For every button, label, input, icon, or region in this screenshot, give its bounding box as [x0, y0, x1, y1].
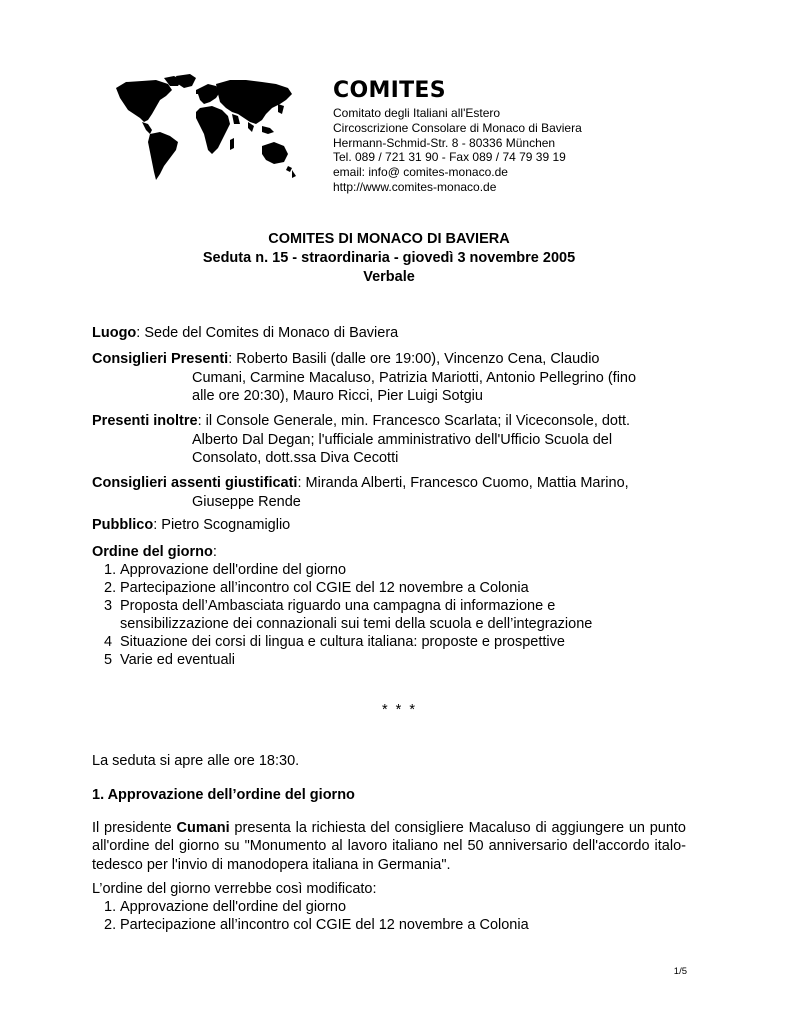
assenti-label: Consiglieri assenti giustificati	[92, 475, 298, 491]
modified-agenda-intro: L’ordine del giorno verrebbe così modificato:	[92, 881, 377, 897]
world-map-icon	[112, 74, 298, 186]
field-assenti	[92, 474, 686, 511]
pubblico-label: Pubblico	[92, 517, 154, 533]
assenti-line-1: : Miranda Alberti, Francesco Cuomo, Mattia Marino,	[297, 475, 629, 491]
modified-agenda-item	[104, 916, 686, 934]
inoltre-line-3: Consolato, dott.ssa Diva Cecotti	[192, 450, 399, 467]
agenda-item	[104, 561, 686, 579]
field-presenti	[92, 350, 686, 406]
presenti-line-2: Cumani, Carmine Macaluso, Patrizia Mariotti, Antonio Pellegrino (fino	[192, 369, 637, 386]
agenda-item-number: 2.	[104, 580, 117, 596]
agenda-item-text-cont: sensibilizzazione dei connazionali sui temi della scuola e dell’integrazione	[120, 616, 593, 632]
paragraph-text-end: presenta la richiesta del consigliere Macaluso di aggiungere un punto all'ordine del giorno su "Monumento al lavoro italiano nel 50 anniversario dell'accordo italo-tedesco per l'invio di manodopera italiana in Germania".	[92, 820, 686, 873]
inoltre-line-2: Alberto Dal Degan; l'ufficiale amministrativo dell'Ufficio Scuola del	[192, 431, 613, 448]
agenda-item-text: Proposta dell’Ambasciata riguardo una campagna di informazione e	[120, 598, 556, 614]
agenda-item-text: Partecipazione all’incontro col CGIE del 12 novembre a Colonia	[120, 917, 529, 933]
org-name: COMITES	[333, 78, 446, 103]
inoltre-line-1: : il Console Generale, min. Francesco Scarlata; il Viceconsole, dott.	[197, 413, 631, 429]
agenda-item-text: Approvazione dell'ordine del giorno	[120, 562, 347, 578]
ordine-label: Ordine del giorno	[92, 544, 213, 560]
ordine-colon: :	[212, 544, 217, 560]
agenda-item-number: 5	[104, 652, 113, 668]
agenda-item-text: Varie ed eventuali	[120, 652, 236, 668]
org-full-name: Comitato degli Italiani all'Estero	[333, 106, 501, 120]
opening-statement: La seduta si apre alle ore 18:30.	[92, 753, 300, 769]
agenda-item-number: 3	[104, 598, 113, 614]
org-district: Circoscrizione Consolare di Monaco di Baviera	[333, 120, 582, 135]
assenti-line-2: Giuseppe Rende	[192, 493, 301, 510]
presenti-label: Consiglieri Presenti	[92, 351, 229, 367]
letterhead	[333, 78, 673, 195]
agenda-item-number: 1.	[104, 899, 117, 915]
agenda-item-text: Situazione dei corsi di lingua e cultura italiana: proposte e prospettive	[120, 634, 565, 650]
agenda-item-number: 1.	[104, 562, 117, 578]
field-ordine	[92, 543, 686, 562]
modified-agenda-item	[104, 898, 686, 916]
modified-agenda-list	[104, 898, 686, 934]
org-email: email: info@ comites-monaco.de	[333, 165, 508, 180]
inoltre-label: Presenti inoltre	[92, 413, 198, 429]
meeting-title: COMITES DI MONACO DI BAVIERA	[268, 231, 510, 247]
presenti-line-3: alle ore 20:30), Mauro Ricci, Pier Luigi Sotgiu	[192, 388, 483, 405]
president-name: Cumani	[176, 820, 230, 836]
section-1-heading: 1. Approvazione dell’ordine del giorno	[92, 787, 355, 803]
luogo-label: Luogo	[92, 325, 137, 341]
agenda-item-number: 4	[104, 634, 113, 650]
org-website: http://www.comites-monaco.de	[333, 179, 497, 194]
org-phone-fax: Tel. 089 / 721 31 90 - Fax 089 / 74 79 39 19	[333, 150, 566, 165]
agenda-item-number: 2.	[104, 917, 117, 933]
presenti-line-1: : Roberto Basili (dalle ore 19:00), Vincenzo Cena, Claudio	[228, 351, 600, 367]
field-luogo	[92, 324, 686, 343]
document-type: Verbale	[363, 269, 415, 285]
agenda-item-text: Approvazione dell'ordine del giorno	[120, 899, 347, 915]
luogo-value: : Sede del Comites di Monaco di Baviera	[136, 325, 399, 341]
agenda-item-text: Partecipazione all’incontro col CGIE del 12 novembre a Colonia	[120, 580, 529, 596]
meeting-session: Seduta n. 15 - straordinaria - giovedì 3 novembre 2005	[202, 250, 576, 266]
agenda-item	[104, 651, 686, 669]
agenda-item	[104, 633, 686, 651]
meeting-header	[92, 230, 686, 287]
pubblico-value: : Pietro Scognamiglio	[153, 517, 291, 533]
section-separator: * * *	[382, 702, 417, 718]
page-number: 1/5	[673, 966, 687, 977]
agenda-item	[104, 579, 686, 597]
field-pubblico	[92, 516, 686, 535]
org-address: Hermann-Schmid-Str. 8 - 80336 München	[333, 135, 556, 150]
section-1-paragraph	[92, 819, 686, 874]
field-presenti-inoltre	[92, 412, 686, 468]
paragraph-text-start: Il presidente	[92, 820, 177, 836]
agenda-list	[104, 561, 686, 669]
agenda-item	[104, 597, 686, 633]
